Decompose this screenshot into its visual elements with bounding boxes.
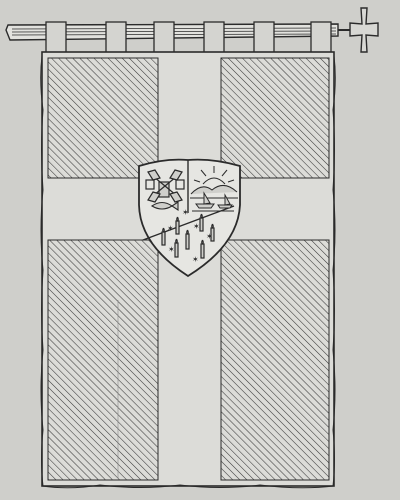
candle-icon (201, 240, 204, 258)
candle-icon (176, 217, 179, 234)
candle-icon (175, 239, 178, 257)
quarter-bottom-left (48, 240, 158, 480)
quarter-top-left (48, 58, 158, 178)
star-icon: ✶ (193, 222, 200, 231)
star-icon: ✶ (167, 224, 174, 233)
star-icon: ✶ (168, 245, 175, 254)
candle-icon (186, 230, 189, 249)
cross-finial (338, 8, 378, 52)
star-icon: ✶ (182, 208, 189, 217)
star-icon: ✶ (192, 255, 199, 264)
candle-icon (162, 228, 165, 245)
candle-icon (200, 214, 203, 231)
quarter-top-right (221, 58, 329, 178)
quarter-bottom-right (221, 240, 329, 480)
star-icon: ✶ (206, 232, 213, 241)
